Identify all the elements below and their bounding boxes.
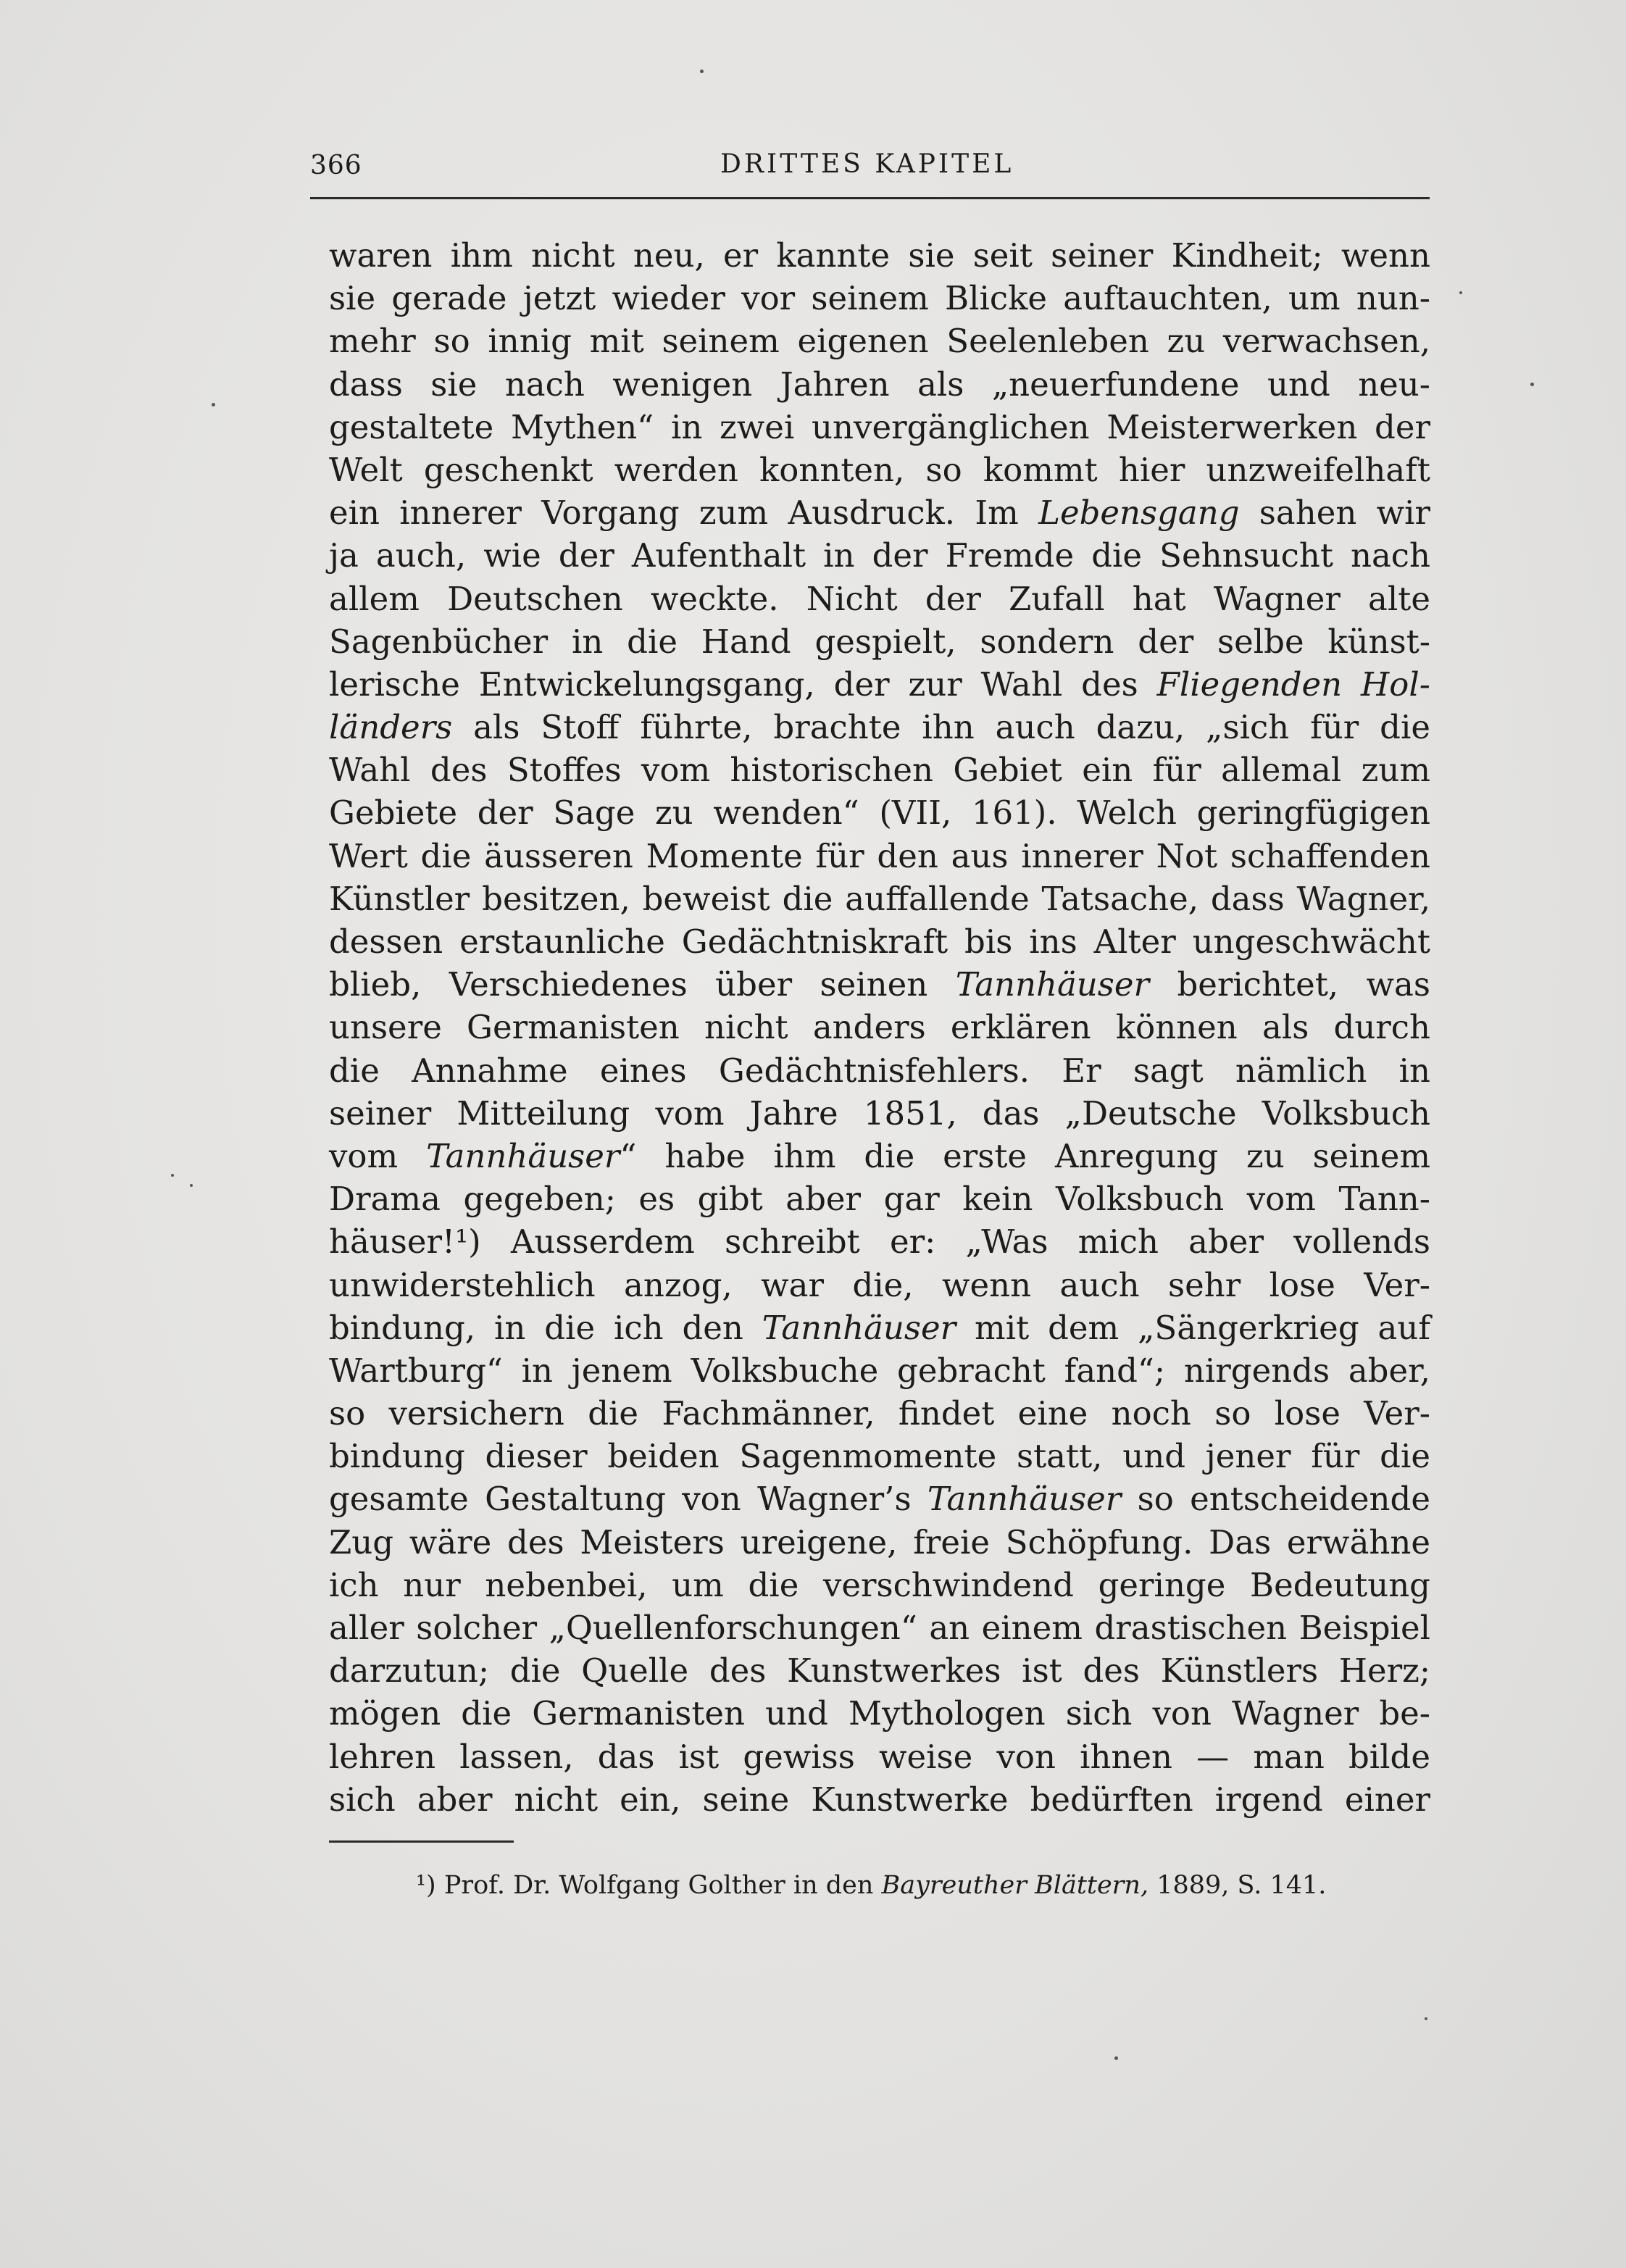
- text-line: Gebiete der Sage zu wenden“ (VII, 161). Welch geringfügigen: [329, 793, 1430, 833]
- text-line: Wartburg“ in jenem Volksbuche gebracht fand“; nirgends aber,: [329, 1351, 1430, 1390]
- text-line: Wert die äusseren Momente für den aus innerer Not schaffenden: [329, 836, 1430, 875]
- footnote-rule: [329, 1840, 514, 1843]
- footnote: [416, 1871, 1326, 1900]
- text-line: blieb, Verschiedenes über seinen Tannhäuser berichtet, was: [329, 965, 1430, 1004]
- running-head: DRITTES KAPITEL: [720, 149, 1014, 179]
- text-line: Welt geschenkt werden konnten, so kommt hier unzweifelhaft: [329, 450, 1430, 489]
- text-line: länders als Stoff führte, brachte ihn auch dazu, „sich für die: [329, 708, 1430, 747]
- text-line: ich nur nebenbei, um die verschwindend geringe Bedeutung: [329, 1565, 1430, 1604]
- paper-speck: [171, 1174, 174, 1177]
- text-line: ja auch, wie der Aufenthalt in der Fremde die Sehnsucht nach: [329, 536, 1430, 575]
- text-line: unsere Germanisten nicht anders erklären können als durch: [329, 1008, 1430, 1047]
- paper-speck: [1425, 2017, 1427, 2020]
- text-line: lerische Entwickelungsgang, der zur Wahl des Fliegenden Hol-: [329, 664, 1430, 704]
- paper-speck: [700, 70, 704, 73]
- paper-speck: [1114, 2056, 1118, 2060]
- footnote-text: Prof. Dr. Wolfgang Golther in den: [435, 1871, 882, 1900]
- text-line: häuser!¹) Ausserdem schreibt er: „Was mich aber vollends: [329, 1222, 1430, 1262]
- text-line: Sagenbücher in die Hand gespielt, sondern der selbe künst-: [329, 622, 1430, 661]
- text-line: ein innerer Vorgang zum Ausdruck. Im Lebensgang sahen wir: [329, 493, 1430, 533]
- text-line: darzutun; die Quelle des Kunstwerkes ist des Künstlers Herz;: [329, 1651, 1430, 1690]
- text-line: sie gerade jetzt wieder vor seinem Blicke auftauchten, um nun-: [329, 279, 1430, 318]
- paper-speck: [1530, 383, 1534, 386]
- text-line: bindung dieser beiden Sagenmomente statt, und jener für die: [329, 1437, 1430, 1476]
- text-line: waren ihm nicht neu, er kannte sie seit seiner Kindheit; wenn: [329, 236, 1430, 275]
- text-line: allem Deutschen weckte. Nicht der Zufall hat Wagner alte: [329, 579, 1430, 618]
- text-line: aller solcher „Quellenforschungen“ an einem drastischen Beispiel: [329, 1609, 1430, 1647]
- paper-speck: [190, 1184, 193, 1187]
- page-number: 366: [310, 151, 362, 180]
- footnote-text-end: 1889, S. 141.: [1148, 1871, 1327, 1900]
- text-line: Drama gegeben; es gibt aber gar kein Volksbuch vom Tann-: [329, 1180, 1430, 1219]
- text-line: dessen erstaunliche Gedächtniskraft bis ins Alter ungeschwächt: [329, 922, 1430, 961]
- text-line: Künstler besitzen, beweist die auffallende Tatsache, dass Wagner,: [329, 879, 1430, 918]
- header-rule: [310, 197, 1430, 199]
- text-line: lehren lassen, das ist gewiss weise von ihnen — man bilde: [329, 1737, 1430, 1776]
- paper-speck: [1459, 291, 1462, 294]
- text-line: gestaltete Mythen“ in zwei unvergänglichen Meisterwerken der: [329, 407, 1430, 446]
- text-line: mögen die Germanisten und Mythologen sich von Wagner be-: [329, 1694, 1430, 1733]
- text-line: seiner Mitteilung vom Jahre 1851, das „Deutsche Volksbuch: [329, 1093, 1430, 1133]
- text-line: so versichern die Fachmänner, findet eine noch so lose Ver-: [329, 1394, 1430, 1433]
- text-line: Zug wäre des Meisters ureigene, freie Schöpfung. Das erwähne: [329, 1522, 1430, 1562]
- page-header: [310, 145, 1430, 188]
- text-line: bindung, in die ich den Tannhäuser mit dem „Sängerkrieg auf: [329, 1308, 1430, 1347]
- text-line: dass sie nach wenigen Jahren als „neuerfundene und neu-: [329, 364, 1430, 404]
- footnote-italic: Bayreuther Blättern,: [881, 1871, 1149, 1900]
- text-line: gesamte Gestaltung von Wagner’s Tannhäuser so entscheidende: [329, 1480, 1430, 1519]
- footnote-marker: ¹): [416, 1871, 436, 1900]
- text-line: mehr so innig mit seinem eigenen Seelenleben zu verwachsen,: [329, 322, 1430, 361]
- body-text: [329, 234, 1430, 1821]
- text-line: unwiderstehlich anzog, war die, wenn auch sehr lose Ver-: [329, 1265, 1430, 1304]
- text-line: Wahl des Stoffes vom historischen Gebiet ein für allemal zum: [329, 751, 1430, 790]
- text-line: sich aber nicht ein, seine Kunstwerke bedürften irgend einer: [329, 1780, 1430, 1819]
- paper-speck: [212, 403, 215, 407]
- text-line: vom Tannhäuser“ habe ihm die erste Anregung zu seinem: [329, 1136, 1430, 1175]
- text-line: die Annahme eines Gedächtnisfehlers. Er sagt nämlich in: [329, 1051, 1430, 1090]
